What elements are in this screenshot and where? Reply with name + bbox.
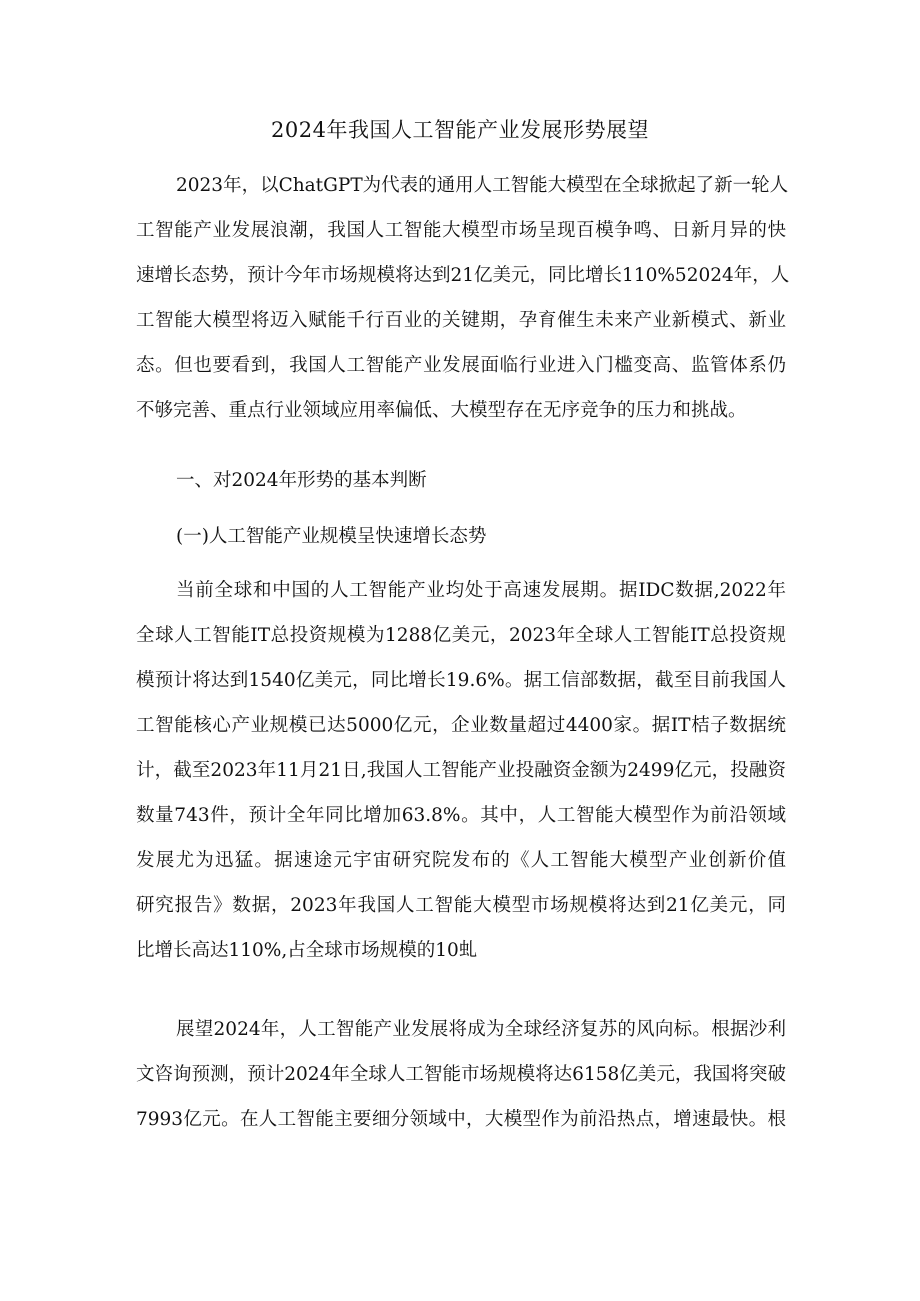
paragraph-line: 展望2024年，人工智能产业发展将成为全球经济复苏的风向标。根据沙利 xyxy=(176,1019,786,1040)
paragraph-line: 模预计将达到1540亿美元，同比增长19.6%。据工信部数据，截至目前我国人 xyxy=(136,670,786,691)
section-heading: 一、对2024年形势的基本判断 xyxy=(176,470,427,491)
paragraph-line: 当前全球和中国的人工智能产业均处于高速发展期。据IDC数据,2022年 xyxy=(176,580,786,601)
paragraph-line: 全球人工智能IT总投资规模为1288亿美元，2023年全球人工智能IT总投资规 xyxy=(136,625,786,646)
paragraph-line: 发展尤为迅猛。据速途元宇宙研究院发布的《人工智能大模型产业创新价值 xyxy=(136,850,786,871)
paragraph-line: 计，截至2023年11月21日,我国人工智能产业投融资金额为2499亿元，投融资 xyxy=(136,760,786,781)
paragraph-line: 态。但也要看到，我国人工智能产业发展面临行业进入门槛变高、监管体系仍 xyxy=(136,355,786,376)
paragraph-line: 数量743件，预计全年同比增加63.8%。其中，人工智能大模型作为前沿领域 xyxy=(136,805,786,826)
paragraph-line: 文咨询预测，预计2024年全球人工智能市场规模将达6158亿美元，我国将突破 xyxy=(136,1064,786,1085)
paragraph-market-scale xyxy=(136,568,786,973)
document-title: 2024年我国人工智能产业发展形势展望 xyxy=(271,118,649,142)
subsection-heading: (一)人工智能产业规模呈快速增长态势 xyxy=(176,526,487,547)
paragraph-line: 不够完善、重点行业领域应用率偏低、大模型存在无序竞争的压力和挑战。 xyxy=(136,400,747,421)
paragraph-line: 速增长态势，预计今年市场规模将达到21亿美元，同比增长110%52024年，人 xyxy=(136,265,790,286)
paragraph-line: 工智能核心产业规模已达5000亿元，企业数量超过4400家。据IT桔子数据统 xyxy=(136,715,786,736)
paragraph-line: 研究报告》数据，2023年我国人工智能大模型市场规模将达到21亿美元，同 xyxy=(136,895,786,916)
paragraph-line: 工智能大模型将迈入赋能千行百业的关键期，孕育催生未来产业新模式、新业 xyxy=(136,310,786,331)
paragraph-line: 比增长高达110%,占全球市场规模的10虬 xyxy=(136,940,478,961)
paragraph-line: 7993亿元。在人工智能主要细分领域中，大模型作为前沿热点，增速最快。根 xyxy=(136,1109,786,1130)
paragraph-line: 工智能产业发展浪潮，我国人工智能大模型市场呈现百模争鸣、日新月异的快 xyxy=(136,220,786,241)
paragraph-line: 2023年，以ChatGPT为代表的通用人工智能大模型在全球掀起了新一轮人 xyxy=(176,175,789,196)
paragraph-intro xyxy=(136,163,790,433)
paragraph-outlook xyxy=(136,1007,786,1142)
